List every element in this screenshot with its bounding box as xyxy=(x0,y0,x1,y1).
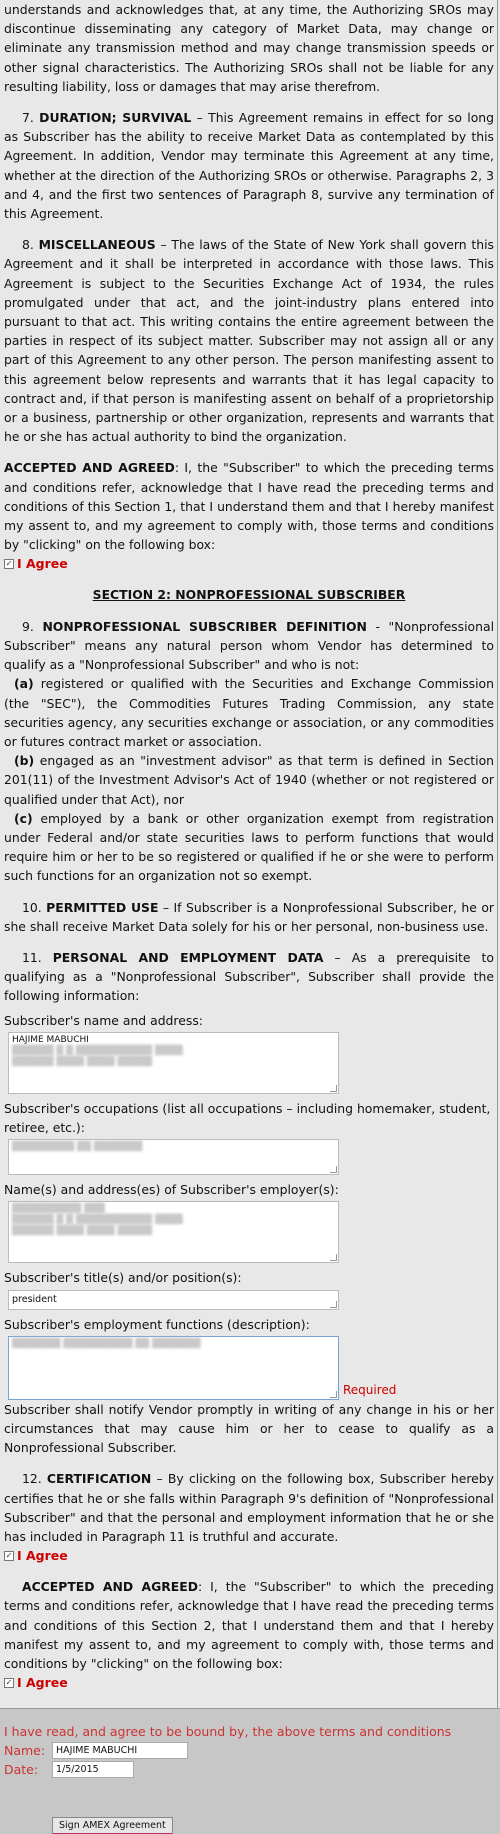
section-9-item-a xyxy=(4,674,494,751)
footer-statement: I have read, and agree to be bound by, the above terms and conditions xyxy=(4,1724,452,1739)
section-9-title: NONPROFESSIONAL SUBSCRIBER DEFINITION xyxy=(42,618,367,634)
section-12-text: – By clicking on the following box, Subscriber hereby certifies that he or she falls within Paragraph 9's definition of "Nonprofessional Subscriber" and that the personal and employment information that he or she has included in Paragraph 11 is truthful and accurate. xyxy=(4,1471,494,1544)
name-address-label: Subscriber's name and address: xyxy=(4,1012,203,1028)
section-9-item-c xyxy=(4,809,494,886)
accept-2-text: : I, the "Subscriber" to which the preceding terms and conditions refer, acknowledge that I have read the preceding terms and conditions of this Section 2, that I understand them and that I hereby manifest my assent to, and my agreement to comply with, those terms and conditions by "clicking" on the following box: xyxy=(4,1579,494,1671)
name-address-textarea[interactable] xyxy=(8,1032,339,1094)
item-b-label: (b) xyxy=(14,753,35,769)
redacted-address-line: ██████ █ █ ███████████ ████ xyxy=(12,1045,183,1056)
name-address-value: HAJIME MABUCHI xyxy=(12,1034,89,1045)
sign-agreement-button[interactable]: Sign AMEX Agreement xyxy=(52,1817,173,1834)
section-7-text: – This Agreement remains in effect for so long as Subscriber has the ability to receive Market Data as contemplated by this Agreement. In addition, Vendor may terminate this Agreement at any time, whether at the direction of the Authorizing SROs or otherwise. Paragraphs 2, 3 and 4, and the first two sentences of Paragraph 8, survive any termination of this Agreement. xyxy=(4,110,494,222)
item-b-text: engaged as an "investment advisor" as that term is defined in Section 201(11) of the Investment Advisor's Act of 1940 (whether or not registered or qualified under that Act), nor xyxy=(4,753,494,807)
section-10-permitted-use xyxy=(4,898,494,936)
section-9-item-b xyxy=(4,751,494,809)
title-position-value: president xyxy=(12,1293,57,1305)
checkbox-checked-icon[interactable]: ✓ xyxy=(5,1677,13,1687)
item-a-label: (a) xyxy=(14,676,34,692)
accept-2-title: ACCEPTED AND AGREED xyxy=(22,1579,198,1595)
agree-section-2-label[interactable]: I Agree xyxy=(17,1675,68,1691)
footer-date-row xyxy=(4,1760,500,1779)
section-7-title: DURATION; SURVIVAL xyxy=(39,110,192,126)
section-12-certification xyxy=(4,1469,494,1546)
footer-date-label: Date: xyxy=(4,1761,39,1777)
section-7-duration xyxy=(4,108,494,223)
occupation-textarea[interactable] xyxy=(8,1139,339,1175)
section-9-definition xyxy=(4,617,494,675)
resize-grip-icon[interactable] xyxy=(330,1085,337,1092)
footer-name-input[interactable]: HAJIME MABUCHI xyxy=(52,1742,188,1759)
employer-textarea[interactable] xyxy=(8,1201,339,1263)
redacted-address-line: ██████ ████ ████ █████ xyxy=(12,1056,153,1067)
agree-certification-checkbox[interactable] xyxy=(4,1546,494,1565)
intro-paragraph: understands and acknowledges that, at any time, the Authorizing SROs may discontinue disseminating any category of Market Data, may change or eliminate any transmission method and may change transmission speeds or other signal characteristics. The Authorizing SROs shall not be liable for any resulting liability, loss or damages that may arise therefrom. xyxy=(4,2,494,94)
section-2-heading: SECTION 2: NONPROFESSIONAL SUBSCRIBER xyxy=(92,587,406,603)
section-11-number: 11. xyxy=(22,949,53,965)
footer-name-label: Name: xyxy=(4,1742,46,1758)
section-8-number: 8. xyxy=(22,237,39,253)
item-c-text: employed by a bank or other organization exempt from registration under Federal and/or state securities laws to perform functions that would require him or her to be so registered or qualified if he or she were to perform such functions for an organization not so exempt. xyxy=(4,810,494,884)
item-c-label: (c) xyxy=(14,810,33,826)
section-10-number: 10. xyxy=(22,899,47,915)
employer-label: Name(s) and address(es) of Subscriber's employer(s): xyxy=(4,1182,339,1198)
section-12-number: 12. xyxy=(22,1471,47,1487)
accept-section-2 xyxy=(4,1577,494,1673)
accept-section-1 xyxy=(4,458,494,554)
resize-grip-icon[interactable] xyxy=(330,1301,337,1308)
employment-functions-textarea[interactable] xyxy=(8,1336,339,1400)
resize-grip-icon[interactable] xyxy=(330,1391,337,1398)
section-11-title: PERSONAL AND EMPLOYMENT DATA xyxy=(52,949,324,965)
footer-name-row xyxy=(4,1741,500,1760)
section-7-number: 7. xyxy=(22,110,40,126)
resize-grip-icon[interactable] xyxy=(330,1254,337,1261)
signature-footer xyxy=(0,1708,500,1834)
checkbox-checked-icon[interactable]: ✓ xyxy=(5,1550,13,1560)
section-9-text: - "Nonprofessional Subscriber" means any natural person whom Vendor has determined to qualify as a "Nonprofessional Subscriber" and who is not: xyxy=(4,618,495,673)
accept-1-text: : I, the "Subscriber" to which the preceding terms and conditions refer, acknowledge that I have read the preceding terms and conditions of this Section 1, that I understand them and that I hereby manifest my assent to, and my agreement to comply with, those terms and conditions by "clicking" on the following box: xyxy=(4,460,494,553)
redacted-occupation: █████████ ██ ███████ xyxy=(12,1142,143,1153)
required-indicator: Required xyxy=(343,1382,397,1397)
section-11-personal-data xyxy=(4,948,494,1006)
title-position-label: Subscriber's title(s) and/or position(s): xyxy=(4,1270,242,1286)
title-position-input[interactable] xyxy=(8,1290,339,1310)
footer-date-input[interactable]: 1/5/2015 xyxy=(52,1761,134,1778)
checkbox-checked-icon[interactable]: ✓ xyxy=(5,558,13,568)
section-8-text: – The laws of the State of New York shall govern this Agreement and it shall be interpreted in accordance with those laws. This Agreement is subject to the Securities Exchange Act of 1934, the rules promulgated under that act, and the joint-industry plans entered into pursuant to that act. This writing contains the entire agreement between the parties in respect of its subject matter. Subscriber may not assign all or any part of this Agreement to any other person. The person manifesting assent to this agreement below represents and warrants that it has legal capacity to contract and, if that person is manifesting assent on behalf of a proprietorship or a business, partnership or other organization, represents and warrants that he or she has actual authority to bind the organization. xyxy=(4,237,494,445)
section-8-miscellaneous xyxy=(4,235,494,446)
section-10-title: PERMITTED USE xyxy=(46,899,159,915)
redacted-employer-line: ██████ █ █ ███████████ ████ xyxy=(12,1215,183,1226)
section-10-text: – If Subscriber is a Nonprofessional Subscriber, he or she shall receive Market Data solely for his or her personal, non-business use. xyxy=(4,899,494,934)
employment-functions-label: Subscriber's employment functions (description): xyxy=(4,1316,310,1332)
occupation-label: Subscriber's occupations (list all occupations – including homemaker, student, retiree, etc.): xyxy=(4,1100,491,1135)
agree-section-2-checkbox[interactable] xyxy=(4,1673,494,1692)
notify-paragraph: Subscriber shall notify Vendor promptly in writing of any change in his or her circumstances that may cause him or her to cease to qualify as a Nonprofessional Subscriber. xyxy=(4,1401,494,1456)
agree-certification-label[interactable]: I Agree xyxy=(17,1548,68,1564)
item-a-text: registered or qualified with the Securities and Exchange Commission (the "SEC"), the Commodities Futures Trading Commission, any state securities agency, any securities exchange or association, or any commodities or futures contract market or association. xyxy=(4,676,494,749)
agree-section-1-label[interactable]: I Agree xyxy=(17,556,68,572)
redacted-employer-line: ██████ ████ ████ █████ xyxy=(12,1226,153,1237)
employment-functions-row xyxy=(4,1334,494,1400)
redacted-functions: ███████ ██████████ ██ ███████ xyxy=(12,1338,201,1349)
section-8-title: MISCELLANEOUS xyxy=(38,237,156,253)
section-9-number: 9. xyxy=(22,618,43,634)
section-11-text: – As a prerequisite to qualifying as a "Nonprofessional Subscriber", Subscriber shall provide the following information: xyxy=(4,949,494,1004)
accept-1-title: ACCEPTED AND AGREED xyxy=(4,460,175,476)
resize-grip-icon[interactable] xyxy=(330,1166,337,1173)
redacted-employer-line: ██████████ ███ xyxy=(12,1204,105,1215)
section-12-title: CERTIFICATION xyxy=(46,1471,152,1487)
agree-section-1-checkbox[interactable] xyxy=(4,554,494,573)
